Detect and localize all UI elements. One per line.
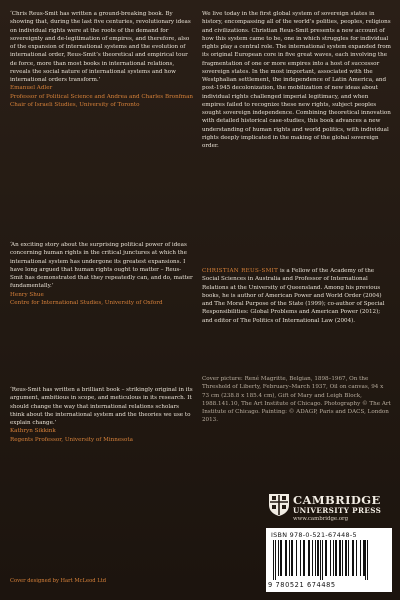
- university-crest-icon: [268, 493, 290, 517]
- cover-credit-text: Cover picture: René Magritte, Belgian, 1898–1967, On the Threshold of Liberty, February–March 1937, Oil on canvas, 94 x 73 cm (238.8 x 185.4 cm), Gift of Mary and Leigh Block, 1988.141.10, The Art Institute of Chicago. Photography © The Art Institute of Chicago. Painting: © ADAGP, Paris and DACS, London 2013.: [202, 376, 391, 424]
- barcode-icon: [271, 540, 387, 580]
- endorsement-affiliation: Professor of Political Science and Andrea and Charles Bronfman Chair of Israeli Studies, University of Toronto: [10, 93, 194, 108]
- cover-credit: [202, 375, 391, 425]
- endorsement-affiliation: Centre for International Studies, University of Oxford: [10, 299, 163, 306]
- endorsement-sikkink: [10, 386, 194, 444]
- isbn-barcode: [266, 528, 392, 592]
- cover-designer-credit: Cover designed by Hart McLeod Ltd: [10, 578, 107, 584]
- book-description: [202, 10, 391, 267]
- author-bio-text: is a Fellow of the Academy of the Social Sciences in Australia and Professor of International Relations at the University of Queensland. Among his previous books, he is author of American Power and World Order (2004) and The Moral Purpose of the State (1999); co-author of Special Responsibilities: Global Problems and American Power (2012); and editor of The Politics of International Law (2004).: [202, 268, 385, 324]
- barcode-digits: 9 780521 674485: [268, 581, 336, 589]
- author-name: CHRISTIAN REUS-SMIT: [202, 268, 279, 274]
- author-bio-paragraph: [202, 267, 391, 325]
- endorsement-text: ‘Chris Reus-Smit has written a ground-breaking book. By showing that, during the last five centuries, revolutionary ideas on individual rights were at the roots of the demand for sovereignty and de-legitimation of empires, and therefore, also of the expansion of international systems and the evolution of international order, Reus-Smit’s theoretical and empirical tour de force, more than most books in international relations, reveals the social nature of international systems and how international orders transform.’: [10, 11, 191, 84]
- description-column: [202, 10, 391, 425]
- publisher-url: www.cambridge.org: [293, 516, 349, 522]
- endorsement-author: Emanuel Adler: [10, 85, 53, 92]
- endorsement-author: Kathryn Sikkink: [10, 428, 56, 435]
- endorsement-text: ‘Reus-Smit has written a brilliant book – strikingly original in its argument, ambitious in scope, and meticulous in its research. It should change the way that international relations scholars think about the international system and the theories we use to explain change.’: [10, 387, 193, 427]
- isbn-label: ISBN 978-0-521-67448-5: [271, 531, 357, 539]
- endorsement-adler: [10, 10, 194, 230]
- endorsement-affiliation: Regents Professor, University of Minnesota: [10, 436, 133, 443]
- endorsements-column: [10, 10, 194, 455]
- endorsement-shue: [10, 241, 194, 375]
- author-bio: [202, 267, 391, 375]
- publisher-subname: UNIVERSITY PRESS: [293, 506, 382, 515]
- endorsement-author: Henry Shue: [10, 291, 44, 298]
- endorsement-text: ‘An exciting story about the surprising political power of ideas concerning human rights in the critical junctures at which the international system has undergone its greatest expansions. I have long argued that human rights ought to matter – Reus-Smit has demonstrated that they repeatedly can, and do, matter fundamentally.’: [10, 242, 193, 290]
- description-text: We live today in the first global system of sovereign states in history, encompassing all of the world’s polities, peoples, religions and civilizations. Christian Reus-Smit presents a new account of how this system came to be, one in which struggles for individual rights play a central role. The international system expanded from its original European core in five great waves, each involving the fragmentation of one or more empires into a host of successor sovereign states. In the most important, associated with the Westphalian settlement, the independence of Latin America, and post-1945 decolonization, the mobilization of new ideas about individual rights challenged imperial legitimacy, and when empires failed to recognize these new rights, subject peoples sought sovereign independence. Combining theoretical innovation with detailed historical case-studies, this book advances a new understanding of human rights and world politics, with individual rights deeply implicated in the making of the global sovereign order.: [202, 11, 391, 150]
- publisher-name: CAMBRIDGE: [293, 493, 381, 507]
